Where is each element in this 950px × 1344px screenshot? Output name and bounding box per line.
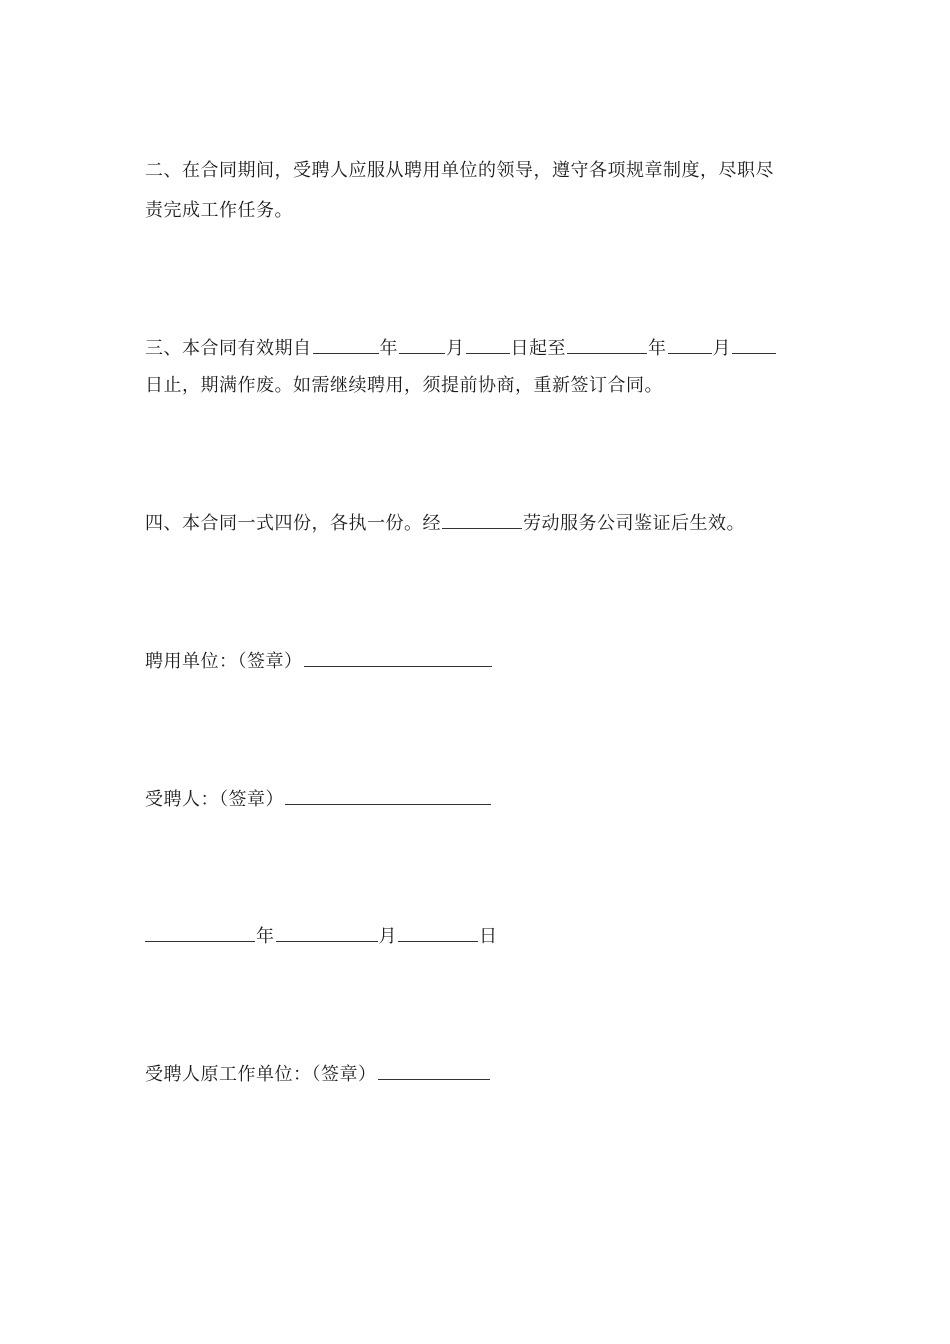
clause-3-month-1: 月: [446, 338, 465, 359]
end-year-blank: [567, 337, 647, 354]
clause-3-line-2: 日止，期满作废。如需继续聘用，须提前协商，重新签订合同。: [145, 375, 663, 396]
start-day-blank: [466, 337, 510, 354]
original-employer-signature-line: [145, 1063, 491, 1086]
clause-4-prefix: 四、本合同一式四份，各执一份。经: [145, 513, 441, 534]
start-year-blank: [313, 337, 379, 354]
clause-4-line: [145, 512, 745, 535]
date-day-blank: [398, 925, 478, 942]
employee-signature-blank: [285, 788, 491, 805]
clause-4-suffix: 劳动服务公司鉴证后生效。: [523, 513, 745, 534]
service-company-blank: [442, 512, 522, 529]
date-month-blank: [276, 925, 378, 942]
clause-3-line-1: [145, 337, 777, 360]
clause-2-line-1: 二、在合同期间，受聘人应服从聘用单位的领导，遵守各项规章制度，尽职尽: [145, 160, 774, 181]
date-line: [145, 925, 498, 948]
original-employer-signature-label: 受聘人原工作单位：（签章）: [145, 1064, 377, 1085]
start-month-blank: [399, 337, 445, 354]
employer-signature-blank: [304, 650, 492, 667]
employer-signature-line: [145, 650, 493, 673]
clause-3-day-to: 日起至: [510, 338, 566, 359]
clause-3-prefix: 三、本合同有效期自: [145, 338, 312, 359]
employee-signature-line: [145, 788, 492, 811]
clause-3-year-2: 年: [648, 338, 667, 359]
employer-signature-label: 聘用单位：（签章）: [145, 651, 303, 672]
clause-3-month-2: 月: [712, 338, 731, 359]
end-day-blank: [732, 337, 776, 354]
clause-3-year-1: 年: [379, 338, 398, 359]
date-day-label: 日: [479, 926, 498, 947]
date-month-label: 月: [378, 926, 397, 947]
end-month-blank: [668, 337, 712, 354]
date-year-blank: [145, 925, 255, 942]
original-employer-signature-blank: [378, 1063, 490, 1080]
employee-signature-label: 受聘人：（签章）: [145, 789, 284, 810]
date-year-label: 年: [256, 926, 275, 947]
clause-2-line-2: 责完成工作任务。: [145, 200, 293, 221]
